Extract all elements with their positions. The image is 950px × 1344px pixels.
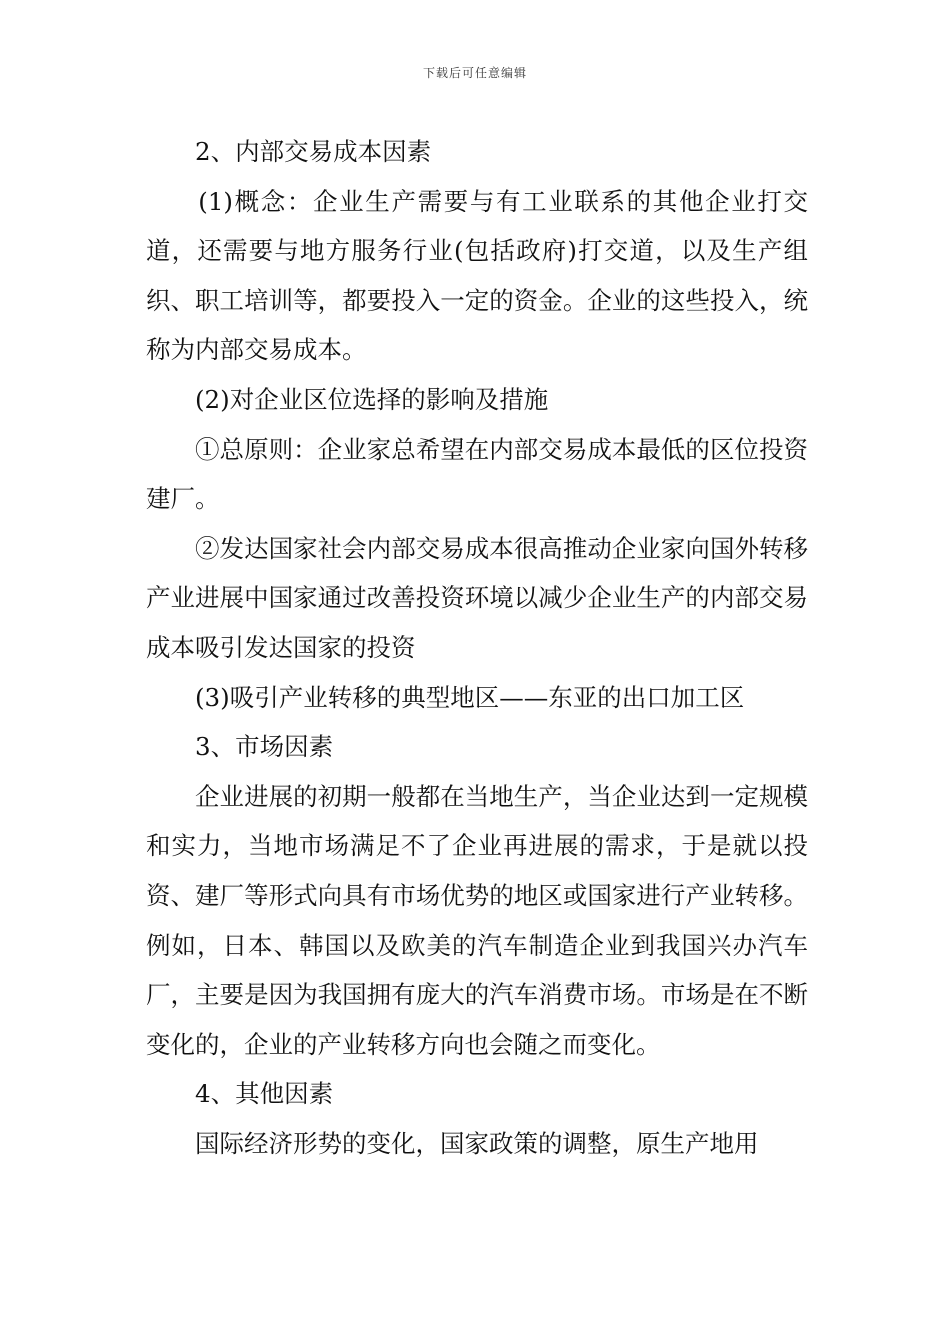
heading-other-factors: 4、其他因素 xyxy=(146,1079,334,1109)
paragraph-other-factors: 国际经济形势的变化，国家政策的调整，原生产地用 xyxy=(146,1128,759,1158)
heading-internal-transaction-cost: 2、内部交易成本因素 xyxy=(146,137,432,166)
paragraph-market: 企业进展的初期一般都在当地生产，当企业达到一定规模和实力，当地市场满足不了企业再进展的需求，于是就以投资、建厂等形式向具有市场优势的地区或国家进行产业转移。例如，日本、韩国以及欧美的汽车制造企业到我国兴办汽车厂，主要是因为我国拥有庞大的汽车消费市场。市场是在不断变化的，企业的产业转移方向也会随之而变化。 xyxy=(146,781,808,1059)
paragraph-general-principle: ①总原则：企业家总希望在内部交易成本最低的区位投资建厂。 xyxy=(146,434,808,514)
paragraph-concept: (1)概念：企业生产需要与有工业联系的其他企业打交道，还需要与地方服务行业(包括政府)打交道，以及生产组织、职工培训等，都要投入一定的资金。企业的这些投入，统称为内部交易成本。 xyxy=(146,186,808,365)
subheading-typical-region: (3)吸引产业转移的典型地区——东亚的出口加工区 xyxy=(146,682,745,712)
heading-market-factor: 3、市场因素 xyxy=(146,732,334,762)
paragraph-developed-countries: ②发达国家社会内部交易成本很高推动企业家向国外转移产业进展中国家通过改善投资环境以减少企业生产的内部交易成本吸引发达国家的投资 xyxy=(146,533,808,662)
document-body xyxy=(146,127,808,1168)
page-header: 下载后可任意编辑 xyxy=(422,66,527,80)
subheading-influence-measures: (2)对企业区位选择的影响及措施 xyxy=(146,384,549,414)
